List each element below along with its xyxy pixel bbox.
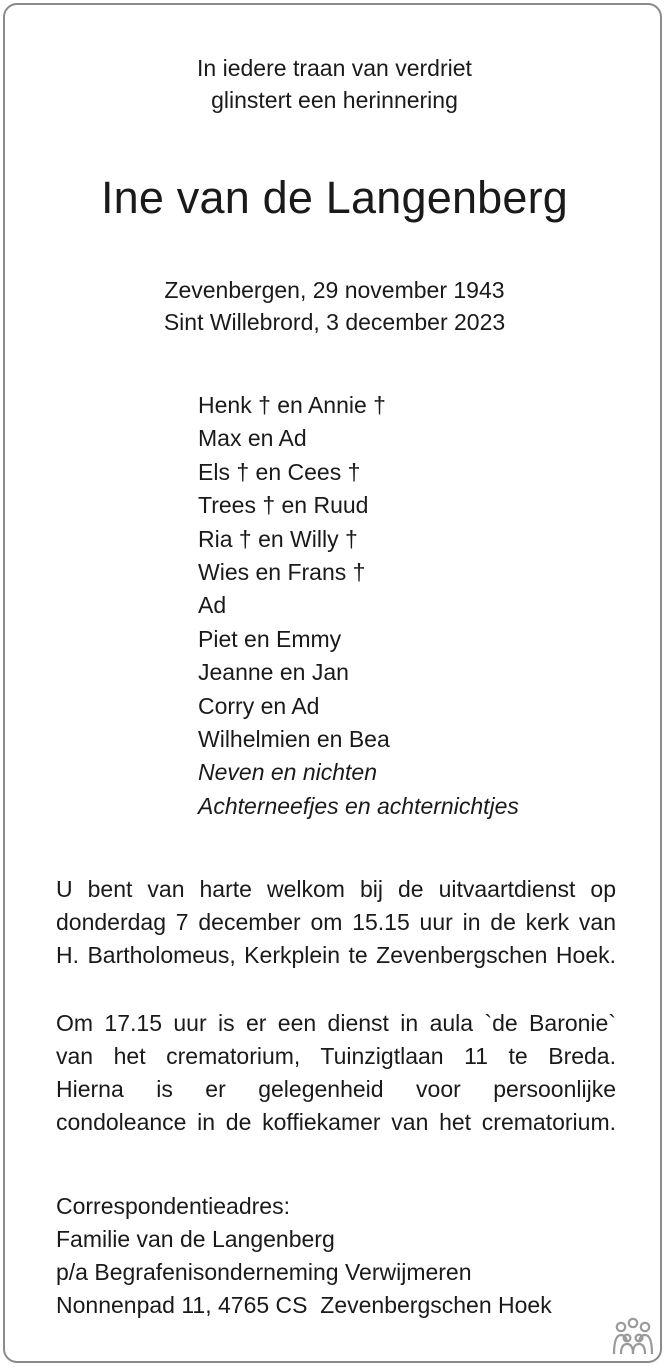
cremation-line: condoleance in de koffiekamer van het crematorium. bbox=[56, 1109, 616, 1135]
family-people-icon bbox=[608, 1316, 658, 1358]
family-list bbox=[198, 389, 519, 823]
cremation-line: Hierna is er gelegenheid voor persoonlijke bbox=[56, 1076, 616, 1102]
deceased-name: Ine van de Langenberg bbox=[100, 172, 569, 223]
address-line: p/a Begrafenisonderneming Verwijmeren bbox=[56, 1259, 472, 1285]
address-line: Nonnenpad 11, 4765 CS Zevenbergschen Hoek bbox=[56, 1292, 552, 1318]
family-member: Wies en Frans † bbox=[198, 558, 366, 585]
family-member: Piet en Emmy bbox=[198, 625, 342, 652]
service-line: donderdag 7 december om 15.15 uur in de kerk van bbox=[56, 909, 616, 935]
cremation-line: Om 17.15 uur is er een dienst in aula `de Baronie` bbox=[56, 1010, 616, 1036]
death-line: Sint Willebrord, 3 december 2023 bbox=[163, 309, 506, 335]
service-paragraph bbox=[56, 873, 616, 972]
family-member: Corry en Ad bbox=[198, 692, 320, 719]
family-extra: Achterneefjes en achternichtjes bbox=[198, 792, 519, 819]
motto bbox=[0, 52, 669, 116]
family-member: Henk † en Annie † bbox=[198, 392, 386, 418]
family-member: Trees † en Ruud bbox=[198, 492, 369, 519]
family-member: Jeanne en Jan bbox=[198, 659, 349, 686]
cremation-line: van het crematorium, Tuinzigtlaan 11 te Breda. bbox=[56, 1043, 616, 1069]
family-member: Wilhelmien en Bea bbox=[198, 725, 390, 752]
service-line: U bent van harte welkom bij de uitvaartdienst op bbox=[56, 876, 616, 902]
family-member: Ad bbox=[198, 592, 227, 619]
dates bbox=[0, 274, 669, 338]
family-extra: Neven en nichten bbox=[198, 759, 378, 786]
motto-line-2: glinstert een herinnering bbox=[211, 87, 458, 113]
address-line: Familie van de Langenberg bbox=[56, 1226, 335, 1252]
correspondence-address bbox=[56, 1190, 552, 1322]
family-member: Ria † en Willy † bbox=[198, 525, 358, 552]
birth-line: Zevenbergen, 29 november 1943 bbox=[164, 277, 505, 303]
family-member: Els † en Cees † bbox=[198, 458, 361, 485]
family-member: Max en Ad bbox=[198, 425, 307, 452]
cremation-paragraph bbox=[56, 1007, 616, 1139]
address-heading: Correspondentieadres: bbox=[56, 1193, 290, 1219]
motto-line-1: In iedere traan van verdriet bbox=[197, 55, 472, 81]
service-line: H. Bartholomeus, Kerkplein te Zevenbergschen Hoek. bbox=[56, 942, 616, 968]
